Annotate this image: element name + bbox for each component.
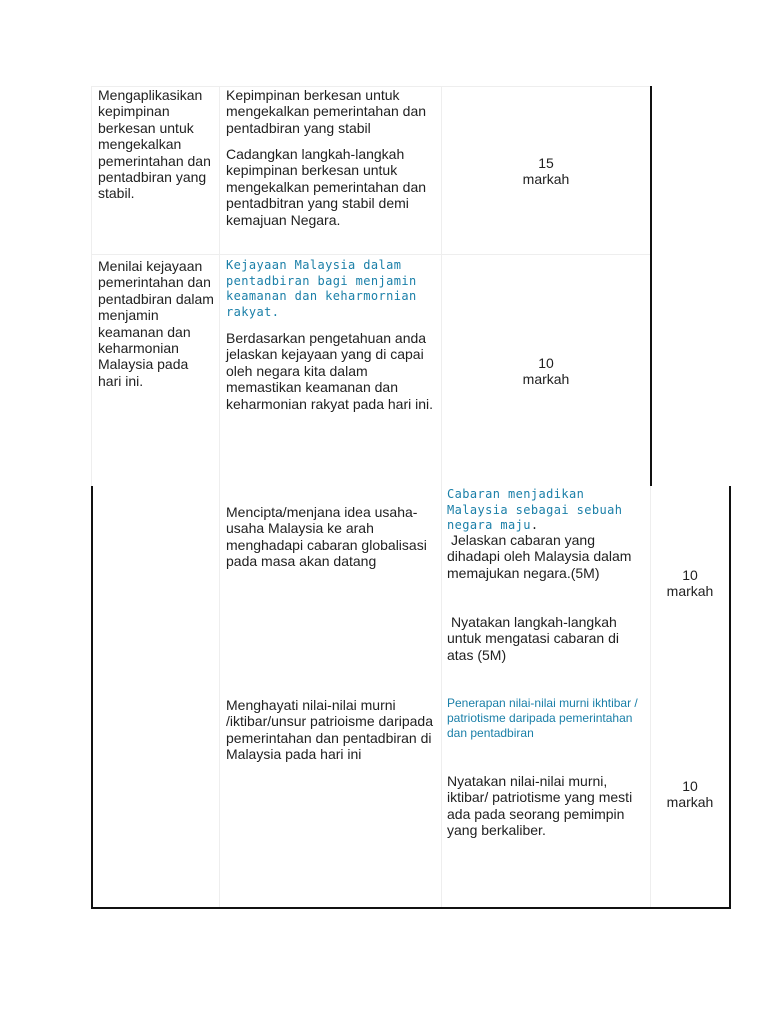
question-cell: Nyatakan langkah-langkah untuk mengatasi cabaran di atas (5M) — [447, 614, 619, 663]
upper-table-right-border — [650, 86, 652, 486]
marks-label: markah — [522, 371, 570, 387]
lower-table-col-divider-2 — [441, 486, 442, 907]
upper-table-col-divider-1 — [219, 86, 220, 486]
objective-cell: Mencipta/menjana idea usaha-usaha Malaysia ke arah menghadapi cabaran globalisasi pada masa akan datang — [226, 504, 427, 570]
lower-table-bottom-border — [91, 907, 731, 909]
topic-cell: Kejayaan Malaysia dalam pentadbiran bagi menjamin keamanan dan keharmornian rakyat. — [226, 258, 417, 319]
objective-cell: Mengaplikasikan kepimpinan berkesan untuk mengekalkan pemerintahan dan pentadbiran yang stabil. — [98, 87, 211, 202]
question-cell: Nyatakan nilai-nilai murni, iktibar/ patriotisme yang mesti ada pada seorang pemimpin yang berkaliber. — [447, 773, 633, 839]
objective-cell: Menilai kejayaan pemerintahan dan pentadbiran dalam menjamin keamanan dan keharmonian Malaysia pada hari ini. — [98, 258, 214, 389]
marks-value: 15 — [538, 155, 554, 171]
question-cell: Jelaskan cabaran yang dihadapi oleh Malaysia dalam memajukan negara.(5M) — [447, 532, 632, 581]
marks-value: 10 — [538, 355, 554, 371]
marks-value: 10 — [682, 778, 698, 794]
topic-cell — [447, 487, 647, 534]
lower-table-col-divider-1 — [219, 486, 220, 907]
topic-text: Cabaran menjadikan Malaysia sebagai sebuah negara maju — [447, 487, 623, 532]
marks-value: 10 — [682, 567, 698, 583]
topic-cell: Kepimpinan berkesan untuk mengekalkan pemerintahan dan pentadbiran yang stabil — [226, 87, 427, 136]
lower-table-left-border — [91, 486, 93, 909]
upper-table-col-divider-2 — [441, 86, 442, 486]
upper-table-left-border — [91, 86, 92, 486]
topic-period: . — [530, 518, 539, 532]
upper-table-row-divider — [91, 254, 650, 255]
question-cell: Cadangkan langkah-langkah kepimpinan berkesan untuk mengekalkan pemerintahan dan pentadbitran yang stabil demi kemajuan Negara. — [226, 146, 427, 228]
lower-table-right-border — [729, 486, 731, 909]
marks-label: markah — [522, 171, 570, 187]
marks-label: markah — [666, 794, 714, 810]
question-cell: Berdasarkan pengetahuan anda jelaskan kejayaan yang di capai oleh negara kita dalam memastikan keamanan dan keharmonian rakyat pada hari ini. — [226, 330, 434, 412]
topic-cell: Penerapan nilai-nilai murni ikhtibar / patriotisme daripada pemerintahan dan pentadbiran — [447, 696, 638, 740]
marks-label: markah — [666, 583, 714, 599]
objective-cell: Menghayati nilai-nilai murni /iktibar/unsur patrioisme daripada pemerintahan dan pentadbiran di Malaysia pada hari ini — [226, 697, 433, 763]
lower-table-col-divider-3 — [650, 486, 651, 907]
